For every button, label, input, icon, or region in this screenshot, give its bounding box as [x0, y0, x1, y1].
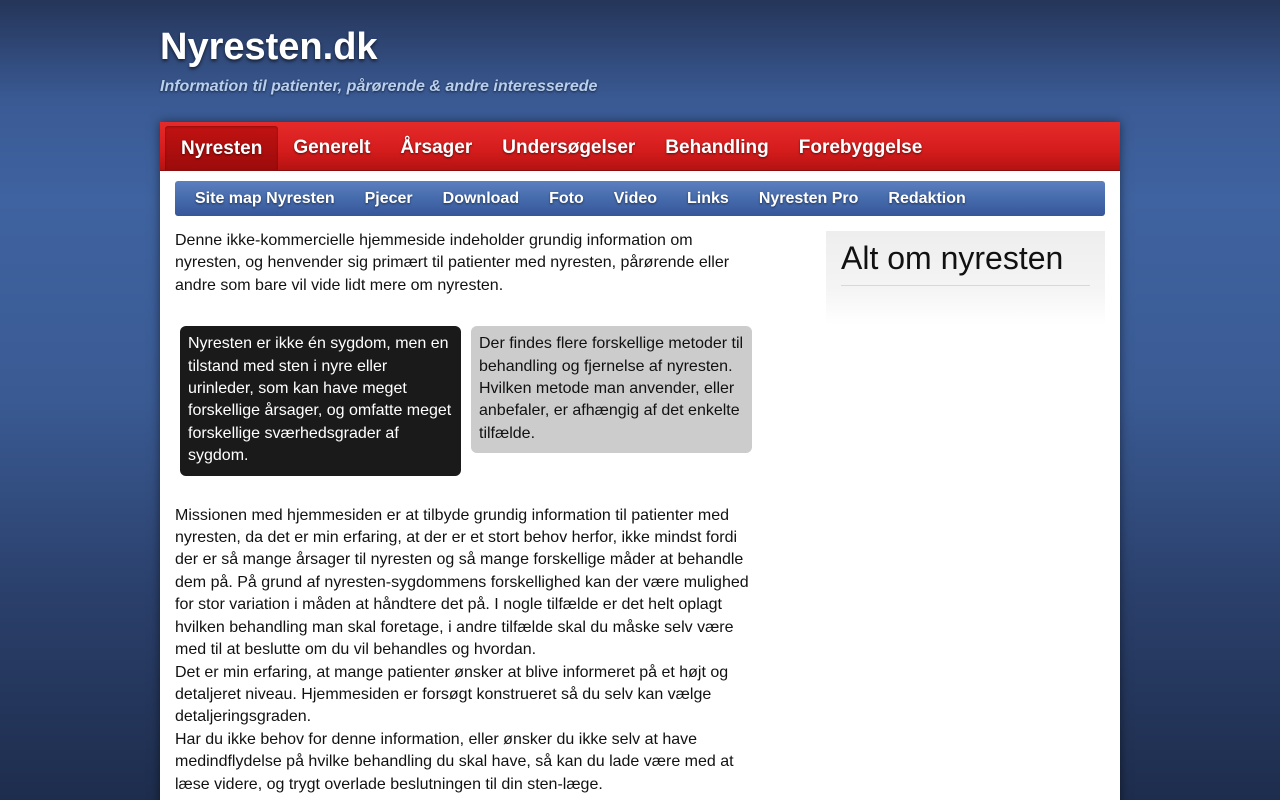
- sub-nav-item-nyresten-pro[interactable]: Nyresten Pro: [758, 189, 859, 207]
- sub-nav-item-links[interactable]: Links: [687, 189, 729, 207]
- info-box-definition: Nyresten er ikke én sygdom, men en tilstand med sten i nyre eller urinleder, som kan have meget forskellige årsager, og omfatte meget forskellige sværhedsgrader af sygdom.: [180, 326, 461, 475]
- main-nav-item-undersoegelser[interactable]: Undersøgelser: [502, 137, 636, 158]
- main-nav-item-generelt[interactable]: Generelt: [293, 137, 371, 158]
- mission-text: [175, 505, 753, 796]
- main-nav: [160, 122, 1120, 171]
- page-container: [160, 122, 1120, 800]
- sub-nav-item-download[interactable]: Download: [442, 189, 520, 207]
- site-header: [160, 24, 1120, 96]
- sub-nav-item-site-map[interactable]: Site map Nyresten: [195, 189, 335, 207]
- main-nav-item-forebyggelse[interactable]: Forebyggelse: [798, 137, 923, 158]
- site-title[interactable]: Nyresten.dk: [160, 26, 378, 68]
- sub-nav-item-foto[interactable]: Foto: [549, 189, 584, 207]
- sidebar: [826, 231, 1105, 325]
- mission-paragraph: Har du ikke behov for denne information, eller ønsker du ikke selv at have medindflydelse på hvilke behandling du skal have, så kan du lade være med at læse videre, og trygt overlade beslutningen til din sten-læge.: [175, 730, 734, 793]
- info-box-treatment: Der findes flere forskellige metoder til behandling og fjernelse af nyresten. Hvilken metode man anvender, eller anbefaler, er afhængig af det enkelte tilfælde.: [471, 326, 752, 453]
- info-boxes: [180, 326, 755, 475]
- main-nav-item-behandling[interactable]: Behandling: [665, 137, 769, 158]
- main-nav-item-aarsager[interactable]: Årsager: [400, 137, 473, 158]
- mission-paragraph: Det er min erfaring, at mange patienter ønsker at blive informeret på et højt og detaljeret niveau. Hjemmesiden er forsøgt konstrueret så du selv kan vælge detaljeringsgraden.: [175, 663, 729, 726]
- sub-nav: [175, 181, 1105, 216]
- main-nav-item-nyresten[interactable]: Nyresten: [165, 126, 278, 170]
- mission-paragraph: Missionen med hjemmesiden er at tilbyde grundig information til patienter med nyresten, da det er min erfaring, at der er et stort behov herfor, ikke mindst fordi der er så mange årsager til nyresten og så mange forskellige måder at behandle dem på. På grund af nyresten-sygdommens forskellighed kan der være mulighed for stor variation i måden at håndtere det på. I nogle tilfælde er det helt oplagt hvilken behandling man skal foretage, i andre tilfælde skal du måske selv være med til at beslutte om du vil behandles og hvordan.: [175, 506, 749, 659]
- sub-nav-item-pjecer[interactable]: Pjecer: [364, 189, 413, 207]
- site-tagline: Information til patienter, pårørende & andre interesserede: [160, 78, 598, 95]
- sub-nav-item-redaktion[interactable]: Redaktion: [888, 189, 966, 207]
- sidebar-title: Alt om nyresten: [841, 239, 1090, 286]
- intro-paragraph: Denne ikke-kommercielle hjemmeside indeholder grundig information om nyresten, og henvender sig primært til patienter med nyresten, pårørende eller andre som bare vil vide lidt mere om nyresten.: [175, 232, 730, 294]
- sub-nav-item-video[interactable]: Video: [613, 189, 658, 207]
- main-content: [175, 230, 755, 796]
